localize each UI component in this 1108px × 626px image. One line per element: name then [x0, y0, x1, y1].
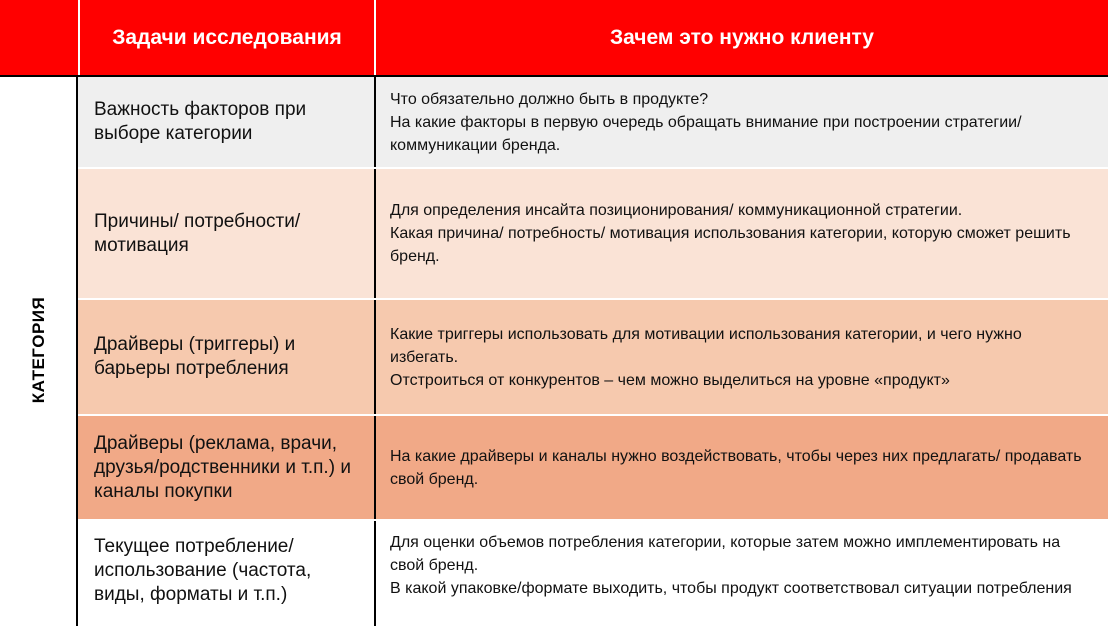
task-cell: Причины/ потребности/ мотивация: [94, 210, 301, 256]
header-tasks: Задачи исследования: [78, 0, 374, 75]
table-row: [78, 169, 1108, 300]
table-row: [78, 416, 1108, 521]
why-cell: [374, 77, 1108, 167]
why-line: В какой упаковке/формате выходить, чтобы продукт соответствовал ситуации потребления: [390, 580, 1072, 597]
why-line: Какая причина/ потребность/ мотивация использования категории, которую сможет решить бренд.: [390, 225, 1071, 265]
why-cell: [374, 300, 1108, 414]
category-label: КАТЕГОРИЯ: [29, 296, 48, 404]
task-cell: Драйверы (триггеры) и барьеры потребления: [94, 334, 296, 379]
why-cell: [374, 521, 1108, 626]
category-side-cell: [0, 77, 78, 626]
table-row: [78, 300, 1108, 416]
why-line: На какие драйверы и каналы нужно воздействовать, чтобы через них предлагать/ продавать свой бренд.: [390, 447, 1082, 488]
task-cell: Текущее потребление/ использование (частота, виды, форматы и т.п.): [94, 536, 312, 605]
header-why: Зачем это нужно клиенту: [374, 0, 1108, 75]
why-line: Что обязательно должно быть в продукте?: [390, 90, 709, 108]
table-header: [0, 0, 1108, 77]
why-cell: [374, 416, 1108, 519]
why-line: Какие триггеры использовать для мотивации использования категории, и чего нужно избегать.: [390, 325, 1022, 366]
table-row: [78, 521, 1108, 626]
why-line: Для оценки объемов потребления категории, которые затем можно имплементировать на свой бренд.: [390, 534, 1061, 574]
task-cell: Важность факторов при выборе категории: [94, 99, 307, 144]
why-line: Для определения инсайта позиционирования/ коммуникационной стратегии.: [390, 202, 963, 219]
header-corner-cell: [0, 0, 78, 75]
why-cell: [374, 169, 1108, 298]
why-line: Отстроиться от конкурентов – чем можно выделиться на уровне «продукт»: [390, 371, 950, 389]
task-cell: Драйверы (реклама, врачи, друзья/родственники и т.п.) и каналы покупки: [94, 432, 351, 502]
table-row: [78, 77, 1108, 169]
why-line: На какие факторы в первую очередь обращать внимание при построении стратегии/ коммуникации бренда.: [390, 113, 1022, 154]
